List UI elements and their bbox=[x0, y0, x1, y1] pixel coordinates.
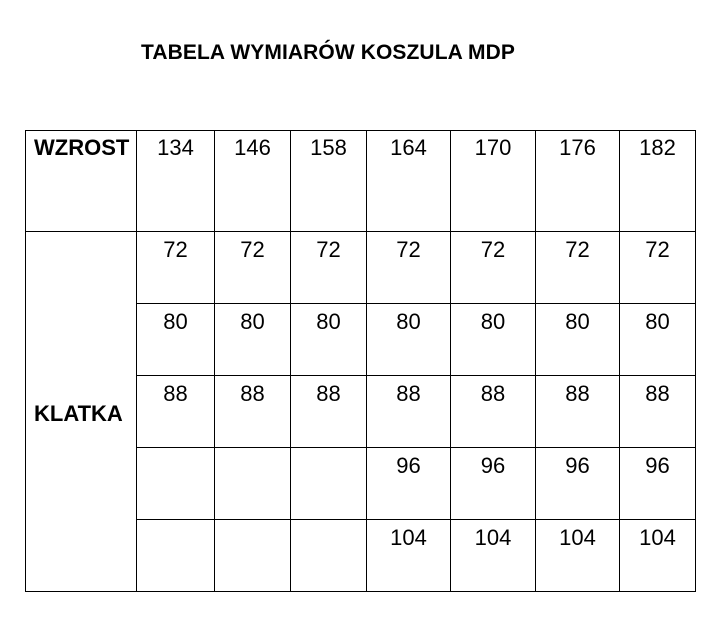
chest-value: 72 bbox=[396, 237, 421, 262]
chest-cell bbox=[536, 376, 620, 448]
chest-value: 80 bbox=[240, 309, 265, 334]
chest-value bbox=[215, 520, 290, 525]
chest-value: 96 bbox=[565, 453, 590, 478]
chest-value: 80 bbox=[163, 309, 188, 334]
chest-row bbox=[26, 232, 696, 304]
height-cell bbox=[137, 131, 215, 232]
chest-cell bbox=[536, 520, 620, 592]
chest-value: 72 bbox=[565, 237, 590, 262]
height-label-cell bbox=[26, 131, 137, 232]
height-value: 170 bbox=[474, 135, 512, 160]
chest-cell bbox=[137, 304, 215, 376]
chest-cell bbox=[536, 304, 620, 376]
chest-value bbox=[291, 520, 366, 525]
chest-value: 88 bbox=[565, 381, 590, 406]
chest-value: 88 bbox=[163, 381, 188, 406]
chest-cell bbox=[451, 520, 536, 592]
chest-value bbox=[137, 448, 214, 453]
chest-cell bbox=[451, 448, 536, 520]
chest-cell bbox=[215, 448, 291, 520]
chest-cell bbox=[620, 376, 696, 448]
chest-cell bbox=[367, 304, 451, 376]
chest-cell bbox=[367, 520, 451, 592]
chest-value bbox=[291, 448, 366, 453]
height-cell bbox=[451, 131, 536, 232]
chest-cell bbox=[620, 304, 696, 376]
chest-cell bbox=[137, 376, 215, 448]
height-cell bbox=[367, 131, 451, 232]
height-label: WZROST bbox=[34, 135, 130, 160]
chest-value: 72 bbox=[316, 237, 341, 262]
height-cell bbox=[291, 131, 367, 232]
height-cell bbox=[215, 131, 291, 232]
chest-cell bbox=[215, 232, 291, 304]
chest-cell bbox=[291, 376, 367, 448]
chest-cell bbox=[451, 304, 536, 376]
chest-value bbox=[215, 448, 290, 453]
chest-value: 96 bbox=[480, 453, 506, 478]
chest-cell bbox=[137, 232, 215, 304]
height-cell bbox=[536, 131, 620, 232]
chest-cell bbox=[620, 520, 696, 592]
height-value: 164 bbox=[390, 135, 427, 160]
height-value: 134 bbox=[157, 135, 194, 160]
size-chart-table bbox=[25, 130, 696, 592]
chest-value: 88 bbox=[316, 381, 341, 406]
chest-value: 96 bbox=[396, 453, 421, 478]
height-row bbox=[26, 131, 696, 232]
chest-value: 80 bbox=[565, 309, 590, 334]
chest-label: KLATKA bbox=[34, 401, 123, 426]
height-value: 176 bbox=[559, 135, 596, 160]
chest-value: 96 bbox=[645, 453, 670, 478]
chest-cell bbox=[536, 448, 620, 520]
chest-value: 88 bbox=[645, 381, 670, 406]
chest-cell bbox=[291, 304, 367, 376]
chest-cell bbox=[215, 520, 291, 592]
chest-value: 80 bbox=[645, 309, 670, 334]
chest-cell bbox=[367, 376, 451, 448]
chest-cell bbox=[215, 304, 291, 376]
chest-value: 72 bbox=[645, 237, 670, 262]
height-value: 146 bbox=[234, 135, 271, 160]
chest-value: 88 bbox=[480, 381, 506, 406]
chest-cell bbox=[451, 232, 536, 304]
chest-value: 80 bbox=[480, 309, 506, 334]
chest-value: 80 bbox=[396, 309, 421, 334]
height-value: 158 bbox=[310, 135, 347, 160]
chest-cell bbox=[367, 232, 451, 304]
chest-value: 104 bbox=[639, 525, 676, 550]
chest-value: 72 bbox=[480, 237, 506, 262]
chest-value: 88 bbox=[396, 381, 421, 406]
chest-cell bbox=[620, 232, 696, 304]
height-cell bbox=[620, 131, 696, 232]
page-title: TABELA WYMIARÓW KOSZULA MDP bbox=[140, 41, 516, 64]
height-value: 182 bbox=[639, 135, 676, 160]
chest-cell bbox=[137, 448, 215, 520]
chest-cell bbox=[215, 376, 291, 448]
chest-cell bbox=[291, 448, 367, 520]
chest-cell bbox=[137, 520, 215, 592]
chest-cell bbox=[451, 376, 536, 448]
chest-cell bbox=[536, 232, 620, 304]
chest-cell bbox=[367, 448, 451, 520]
chest-value: 88 bbox=[240, 381, 265, 406]
chest-value: 80 bbox=[316, 309, 341, 334]
chest-cell bbox=[620, 448, 696, 520]
chest-value: 72 bbox=[163, 237, 188, 262]
chest-value: 104 bbox=[559, 525, 596, 550]
chest-cell bbox=[291, 232, 367, 304]
chest-value: 104 bbox=[390, 525, 427, 550]
chest-value: 72 bbox=[240, 237, 265, 262]
chest-cell bbox=[291, 520, 367, 592]
chest-value bbox=[137, 520, 214, 525]
chest-value: 104 bbox=[474, 525, 512, 550]
chest-label-cell bbox=[26, 232, 137, 592]
